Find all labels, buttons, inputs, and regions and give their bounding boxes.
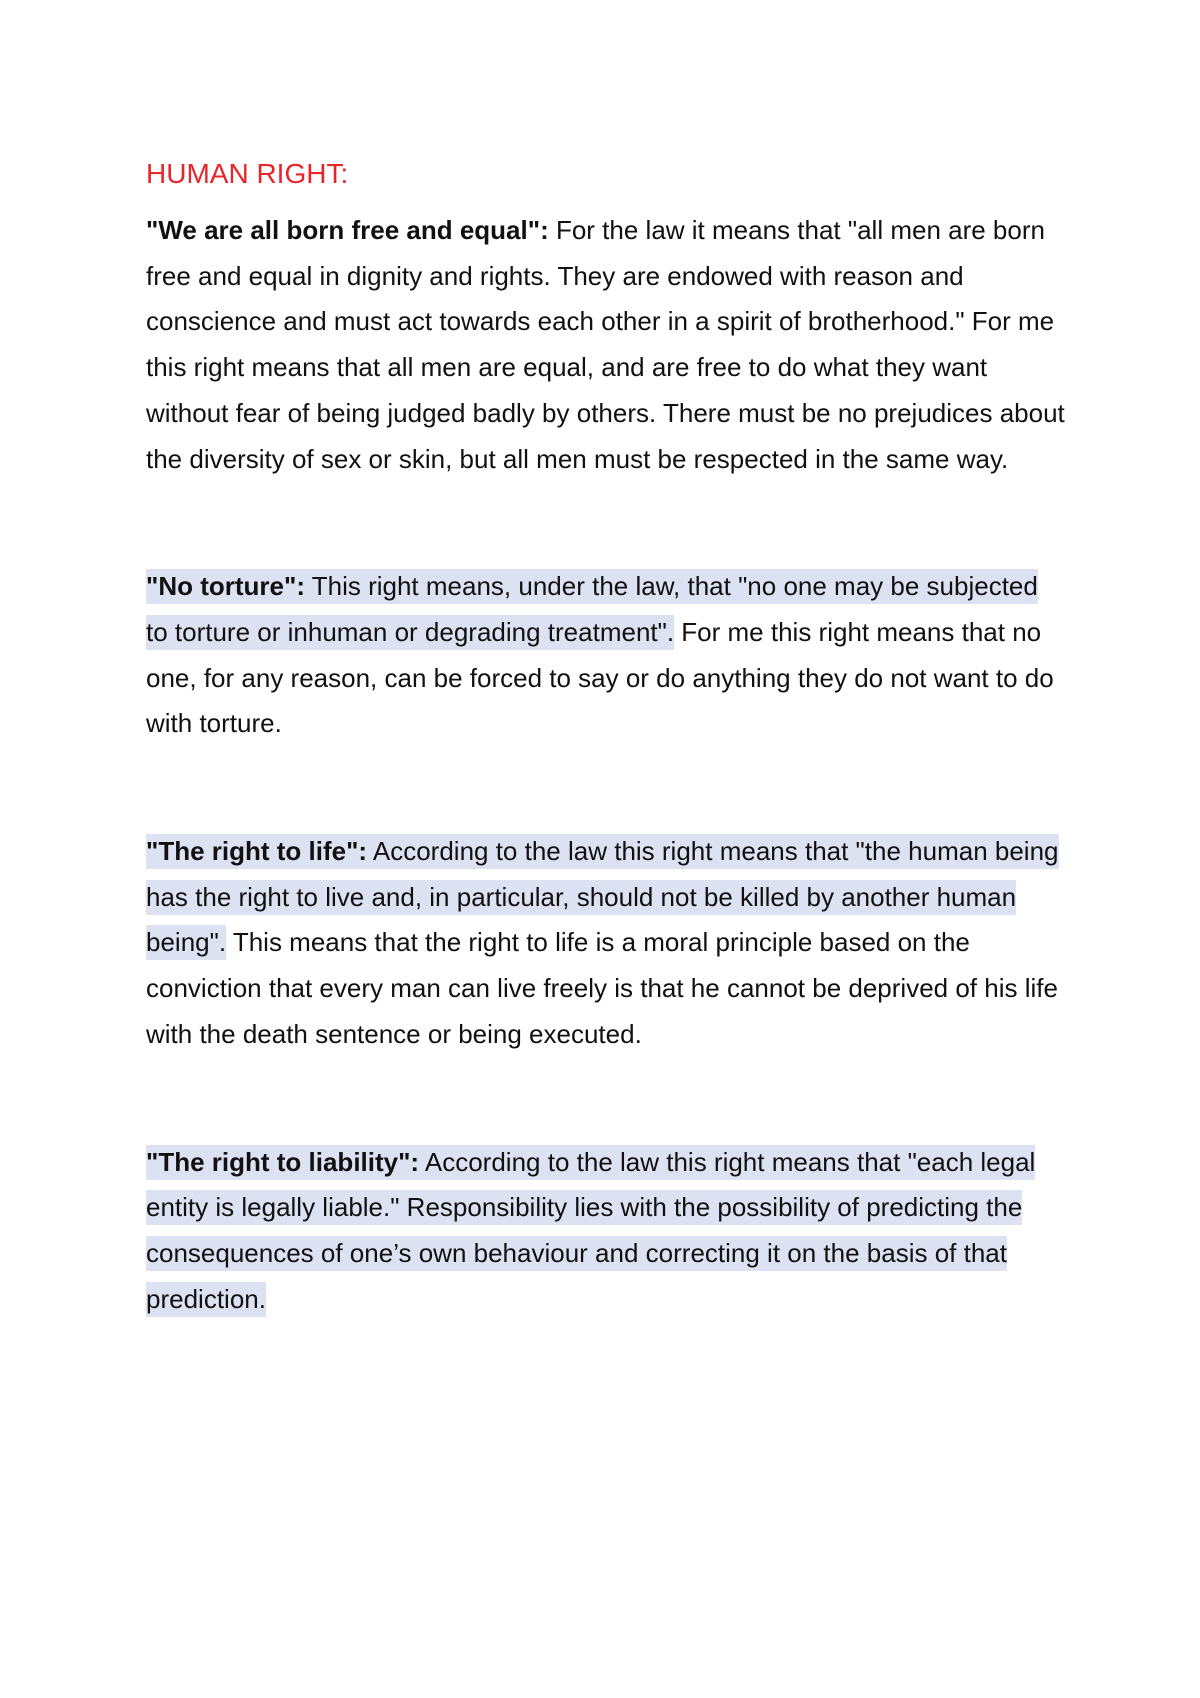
section-right-to-life — [146, 829, 1066, 1058]
section-highlighted-text: According to the law this right means that "the human being has the right to live and, in particular, should not be killed by another human being". — [146, 836, 1059, 958]
section-term: "The right to life": — [146, 836, 368, 867]
section-highlighted-text: According to the law this right means that "each legal entity is legally liable." Responsibility lies with the possibility of predicting the consequences of one’s own behaviour and correcting it on the basis of that prediction. — [146, 1146, 1036, 1314]
section-text: This means that the right to life is a moral principle based on the conviction that every man can live freely is that he cannot be deprived of his life with the death sentence or being executed. — [146, 927, 1058, 1049]
section-term: "We are all born free and equal": — [146, 215, 549, 245]
section-right-to-liability — [146, 1140, 1066, 1323]
document-body — [146, 150, 1066, 1322]
section-highlighted-text: This right means, under the law, that "no one may be subjected to torture or inhuman or degrading treatment". — [146, 571, 1038, 647]
page-title: HUMAN RIGHT: — [146, 158, 349, 189]
highlighted-passage — [146, 1145, 1035, 1317]
section-no-torture — [146, 564, 1066, 747]
section-text: For me this right means that no one, for any reason, can be forced to say or do anything they do not want to do with torture. — [146, 616, 1054, 739]
section-term: "The right to liability": — [146, 1146, 420, 1177]
section-term: "No torture": — [146, 571, 305, 602]
section-text: For the law it means that "all men are born free and equal in dignity and rights. They are endowed with reason and conscience and must act towards each other in a spirit of brotherhood." For me this right means that all men are equal, and are free to do what they want without fear of being judged badly by others. There must be no prejudices about the diversity of sex or skin, but all men must be respected in the same way. — [146, 215, 1065, 474]
section-born-free-equal — [146, 208, 1066, 482]
